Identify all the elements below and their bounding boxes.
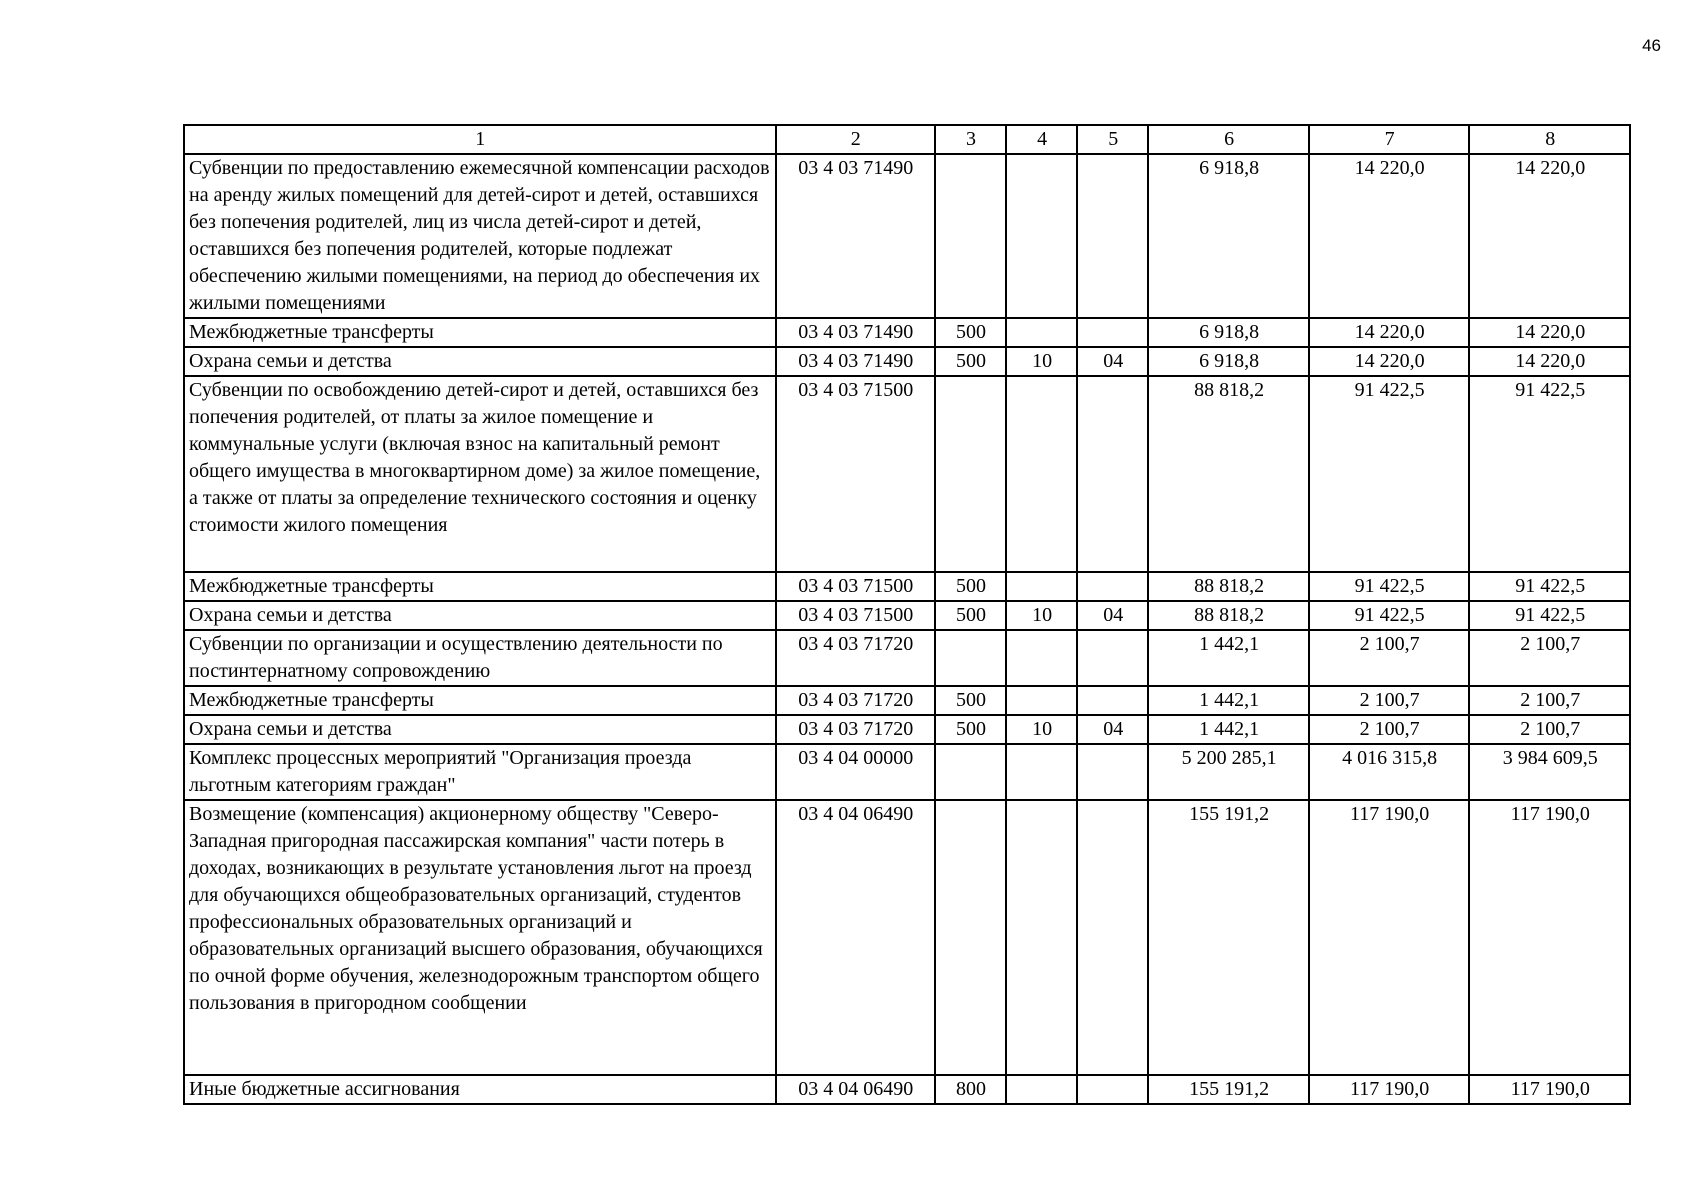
table-row	[184, 715, 1630, 744]
subsection-cell: 04	[1077, 347, 1148, 376]
amount-col8-cell: 14 220,0	[1469, 318, 1630, 347]
section-cell	[1006, 376, 1077, 572]
target-code-cell: 03 4 03 71500	[776, 601, 935, 630]
section-cell	[1006, 154, 1077, 318]
section-cell	[1006, 686, 1077, 715]
amount-col7-cell: 2 100,7	[1309, 686, 1470, 715]
amount-col6-cell: 5 200 285,1	[1148, 744, 1309, 800]
amount-col8-cell: 2 100,7	[1469, 686, 1630, 715]
expense-type-cell: 500	[935, 572, 1006, 601]
subsection-cell	[1077, 744, 1148, 800]
amount-col7-cell: 91 422,5	[1309, 376, 1470, 572]
amount-col8-cell: 117 190,0	[1469, 800, 1630, 1075]
amount-col6-cell: 6 918,8	[1148, 318, 1309, 347]
expense-type-cell: 800	[935, 1075, 1006, 1104]
amount-col6-cell: 88 818,2	[1148, 376, 1309, 572]
table-row	[184, 154, 1630, 318]
row-name-cell: Субвенции по предоставлению ежемесячной компенсации расходов на аренду жилых помещений для детей-сирот и детей, оставшихся без попечения родителей, лиц из числа детей-сирот и детей, оставшихся без попечения родителей, которые подлежат обеспечению жилыми помещениями, на период до обеспечения их жилыми помещениями	[184, 154, 776, 318]
amount-col7-cell: 14 220,0	[1309, 347, 1470, 376]
budget-table	[183, 124, 1631, 1105]
table-row	[184, 800, 1630, 1075]
subsection-cell	[1077, 376, 1148, 572]
table-row	[184, 686, 1630, 715]
row-name-cell: Охрана семьи и детства	[184, 601, 776, 630]
amount-col6-cell: 1 442,1	[1148, 686, 1309, 715]
amount-col7-cell: 117 190,0	[1309, 800, 1470, 1075]
subsection-cell	[1077, 686, 1148, 715]
amount-col6-cell: 88 818,2	[1148, 572, 1309, 601]
amount-col8-cell: 117 190,0	[1469, 1075, 1630, 1104]
expense-type-cell: 500	[935, 686, 1006, 715]
amount-col6-cell: 6 918,8	[1148, 347, 1309, 376]
amount-col7-cell: 2 100,7	[1309, 715, 1470, 744]
section-cell	[1006, 744, 1077, 800]
section-cell	[1006, 318, 1077, 347]
table-row	[184, 1075, 1630, 1104]
column-header: 1	[184, 125, 776, 154]
target-code-cell: 03 4 04 00000	[776, 744, 935, 800]
expense-type-cell	[935, 630, 1006, 686]
expense-type-cell: 500	[935, 318, 1006, 347]
amount-col6-cell: 155 191,2	[1148, 1075, 1309, 1104]
amount-col8-cell: 3 984 609,5	[1469, 744, 1630, 800]
row-name-cell: Субвенции по освобождению детей-сирот и детей, оставшихся без попечения родителей, от платы за жилое помещение и коммунальные услуги (включая взнос на капитальный ремонт общего имущества в многоквартирном доме) за жилое помещение, а также от платы за определение технического состояния и оценку стоимости жилого помещения	[184, 376, 776, 572]
subsection-cell	[1077, 572, 1148, 601]
page-number: 46	[1642, 36, 1661, 55]
expense-type-cell: 500	[935, 601, 1006, 630]
amount-col7-cell: 2 100,7	[1309, 630, 1470, 686]
column-header: 6	[1148, 125, 1309, 154]
table-row	[184, 744, 1630, 800]
amount-col7-cell: 91 422,5	[1309, 601, 1470, 630]
target-code-cell: 03 4 03 71720	[776, 686, 935, 715]
table-row	[184, 347, 1630, 376]
target-code-cell: 03 4 03 71500	[776, 376, 935, 572]
amount-col8-cell: 91 422,5	[1469, 376, 1630, 572]
section-cell: 10	[1006, 601, 1077, 630]
subsection-cell	[1077, 318, 1148, 347]
target-code-cell: 03 4 03 71500	[776, 572, 935, 601]
row-name-cell: Комплекс процессных мероприятий "Организация проезда льготным категориям граждан"	[184, 744, 776, 800]
subsection-cell	[1077, 1075, 1148, 1104]
table-row	[184, 601, 1630, 630]
subsection-cell	[1077, 154, 1148, 318]
section-cell	[1006, 800, 1077, 1075]
amount-col8-cell: 14 220,0	[1469, 347, 1630, 376]
expense-type-cell: 500	[935, 715, 1006, 744]
amount-col8-cell: 2 100,7	[1469, 630, 1630, 686]
subsection-cell	[1077, 800, 1148, 1075]
column-header: 3	[935, 125, 1006, 154]
table-header-row	[184, 125, 1630, 154]
amount-col7-cell: 91 422,5	[1309, 572, 1470, 601]
subsection-cell: 04	[1077, 601, 1148, 630]
amount-col8-cell: 91 422,5	[1469, 572, 1630, 601]
amount-col7-cell: 14 220,0	[1309, 318, 1470, 347]
row-name-cell: Иные бюджетные ассигнования	[184, 1075, 776, 1104]
row-name-cell: Межбюджетные трансферты	[184, 686, 776, 715]
row-name-cell: Охрана семьи и детства	[184, 715, 776, 744]
amount-col6-cell: 1 442,1	[1148, 630, 1309, 686]
column-header: 7	[1309, 125, 1470, 154]
expense-type-cell	[935, 800, 1006, 1075]
row-name-cell: Возмещение (компенсация) акционерному обществу "Северо-Западная пригородная пассажирская компания" части потерь в доходах, возникающих в результате установления льгот на проезд для обучающихся общеобразовательных организаций, студентов профессиональных образовательных организаций и образовательных организаций высшего образования, обучающихся по очной форме обучения, железнодорожным транспортом общего пользования в пригородном сообщении	[184, 800, 776, 1075]
row-name-cell: Субвенции по организации и осуществлению деятельности по постинтернатному сопровождению	[184, 630, 776, 686]
subsection-cell: 04	[1077, 715, 1148, 744]
section-cell: 10	[1006, 347, 1077, 376]
amount-col7-cell: 14 220,0	[1309, 154, 1470, 318]
amount-col6-cell: 1 442,1	[1148, 715, 1309, 744]
target-code-cell: 03 4 03 71490	[776, 154, 935, 318]
target-code-cell: 03 4 03 71490	[776, 347, 935, 376]
expense-type-cell: 500	[935, 347, 1006, 376]
target-code-cell: 03 4 03 71720	[776, 630, 935, 686]
row-name-cell: Межбюджетные трансферты	[184, 572, 776, 601]
section-cell	[1006, 630, 1077, 686]
subsection-cell	[1077, 630, 1148, 686]
amount-col6-cell: 155 191,2	[1148, 800, 1309, 1075]
expense-type-cell	[935, 376, 1006, 572]
amount-col6-cell: 6 918,8	[1148, 154, 1309, 318]
expense-type-cell	[935, 154, 1006, 318]
amount-col7-cell: 4 016 315,8	[1309, 744, 1470, 800]
table-row	[184, 318, 1630, 347]
target-code-cell: 03 4 04 06490	[776, 800, 935, 1075]
expense-type-cell	[935, 744, 1006, 800]
section-cell	[1006, 1075, 1077, 1104]
column-header: 5	[1077, 125, 1148, 154]
section-cell: 10	[1006, 715, 1077, 744]
amount-col6-cell: 88 818,2	[1148, 601, 1309, 630]
table-row	[184, 572, 1630, 601]
amount-col8-cell: 2 100,7	[1469, 715, 1630, 744]
amount-col7-cell: 117 190,0	[1309, 1075, 1470, 1104]
row-name-cell: Межбюджетные трансферты	[184, 318, 776, 347]
target-code-cell: 03 4 04 06490	[776, 1075, 935, 1104]
row-name-cell: Охрана семьи и детства	[184, 347, 776, 376]
column-header: 2	[776, 125, 935, 154]
table-row	[184, 630, 1630, 686]
column-header: 8	[1469, 125, 1630, 154]
target-code-cell: 03 4 03 71490	[776, 318, 935, 347]
section-cell	[1006, 572, 1077, 601]
amount-col8-cell: 14 220,0	[1469, 154, 1630, 318]
amount-col8-cell: 91 422,5	[1469, 601, 1630, 630]
column-header: 4	[1006, 125, 1077, 154]
table-row	[184, 376, 1630, 572]
target-code-cell: 03 4 03 71720	[776, 715, 935, 744]
